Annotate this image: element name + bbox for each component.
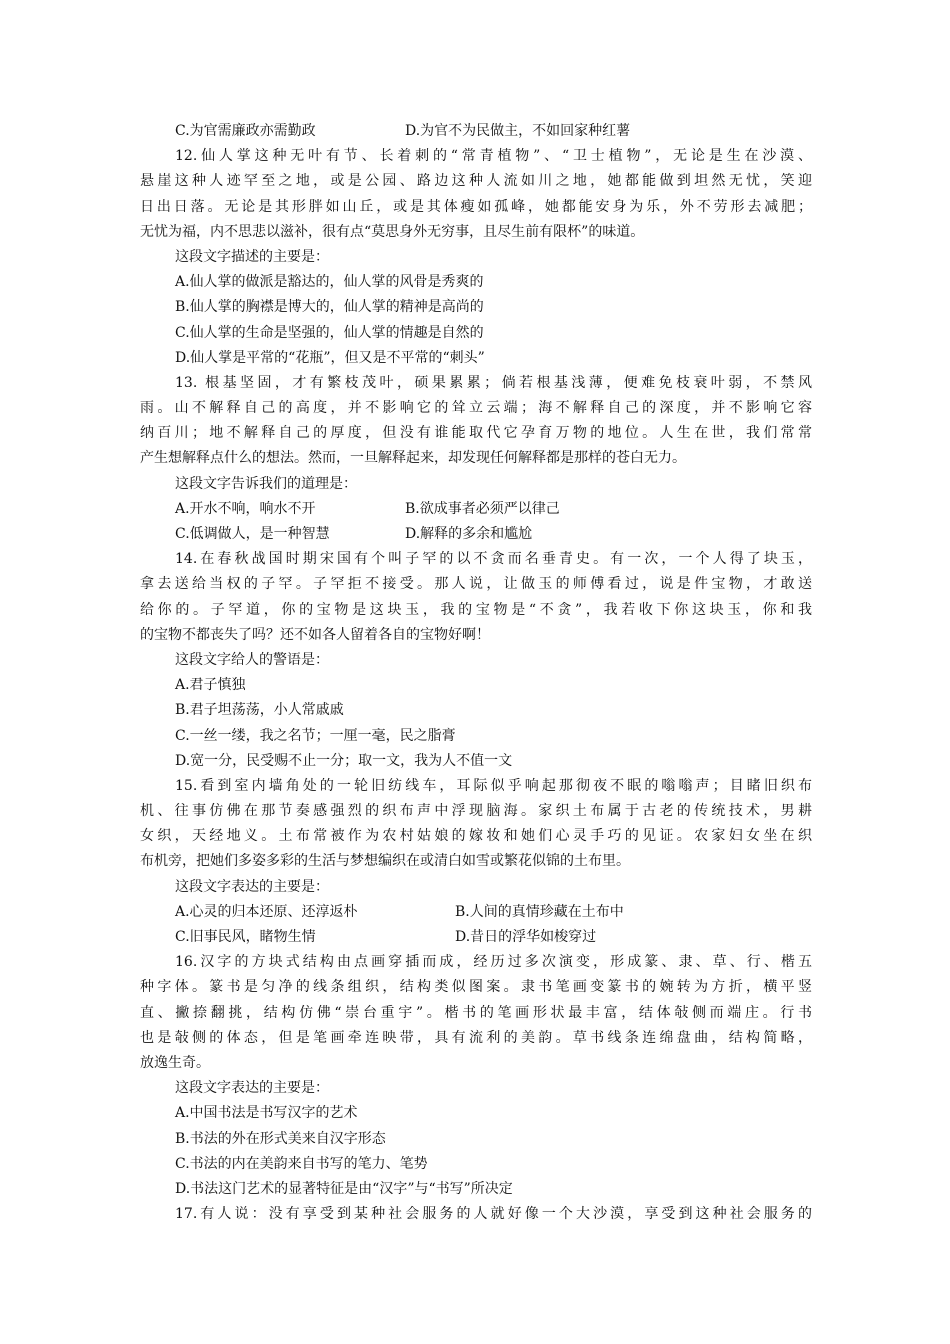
q17-line-1: 17.有人说：没有享受到某种社会服务的人就好像一个大沙漠，享受到这种社会服务的: [175, 1206, 812, 1223]
question-12: [140, 144, 812, 371]
q14-option-b: B.君子坦荡荡，小人常戚戚: [175, 702, 344, 719]
q14-line-4: 的宝物不都丧失了吗？还不如各人留着各自的宝物好啊！: [140, 626, 490, 643]
q14-line-2: 拿去送给当权的子罕。子罕拒不接受。那人说，让做玉的师傅看过，说是件宝物，才敢送: [140, 576, 812, 593]
q16-line-5: 放逸生奇。: [140, 1054, 210, 1071]
q16-option-a: A.中国书法是书写汉字的艺术: [175, 1105, 358, 1122]
q13-line-4: 产生想解释点什么的想法。然而，一旦解释起来，却发现任何解释都是那样的苍白无力。: [140, 450, 686, 467]
q15-option-b: B.人间的真情珍藏在土布中: [455, 903, 624, 920]
q11-option-c: C.为官需廉政亦需勤政: [175, 123, 316, 139]
q15-options-row-2: [140, 925, 812, 950]
q15-option-a: A.心灵的归本还原、还淳返朴: [175, 903, 358, 920]
q15-option-c: C.旧事民风，睹物生情: [175, 929, 316, 945]
q14-option-d: D.宽一分，民受赐不止一分；取一文，我为人不值一文: [175, 752, 513, 769]
q15-line-1: 15.看到室内墙角处的一轮旧纺线车，耳际似乎响起那彻夜不眠的嗡嗡声；目睹旧织布: [175, 777, 812, 794]
q13-line-1: 13. 根基坚固，才有繁枝茂叶，硕果累累；倘若根基浅薄，便难免枝衰叶弱，不禁风: [175, 374, 812, 391]
q13-line-2: 雨。山不解释自己的高度，并不影响它的耸立云端；海不解释自己的深度，并不影响它容: [140, 400, 812, 417]
q11-option-d: D.为官不为民做主，不如回家种红薯: [405, 123, 631, 139]
q16-line-2: 种字体。篆书是匀净的线条组织，结构类似图案。隶书笔画变篆书的婉转为方折，横平竖: [140, 979, 812, 996]
q14-line-3: 给你的。子罕道，你的宝物是这块玉，我的宝物是“不贪”，我若收下你这块玉，你和我: [140, 601, 812, 618]
q12-line-2: 悬崖这种人迹罕至之地，或是公园、路边这种人流如川之地，她都能做到坦然无忧，笑迎: [140, 173, 812, 190]
q11-options-row: [140, 119, 812, 144]
q14-option-a: A.君子慎独: [175, 677, 246, 694]
question-14: [140, 547, 812, 774]
q16-line-3: 直、撇捺翻挑，结构仿佛“崇台重宇”。楷书的笔画形状最丰富，结体敧侧而端庄。行书: [140, 1004, 812, 1021]
q13-options-row-1: [140, 497, 812, 522]
q14-question: 这段文字给人的警语是：: [175, 651, 329, 668]
q16-option-d: D.书法这门艺术的显著特征是由“汉字”与“书写”所决定: [175, 1180, 513, 1197]
q15-line-3: 女织，天经地义。土布常被作为农村姑娘的嫁妆和她们心灵手巧的见证。农家妇女坐在织: [140, 828, 812, 845]
q13-option-d: D.解释的多余和尴尬: [405, 526, 533, 542]
q12-question: 这段文字描述的主要是：: [175, 248, 329, 265]
q15-question: 这段文字表达的主要是：: [175, 878, 329, 895]
q12-option-a: A.仙人掌的做派是豁达的，仙人掌的风骨是秀爽的: [175, 274, 484, 291]
q12-line-4: 无忧为福，内不思悲以滋补，很有点“莫思身外无穷事，且尽生前有限杯”的味道。: [140, 223, 645, 240]
q12-line-1: 12.仙人掌这种无叶有节、长着刺的“常青植物”、“卫士植物”，无论是生在沙漠、: [175, 148, 812, 165]
q16-question: 这段文字表达的主要是：: [175, 1080, 329, 1097]
q13-option-c: C.低调做人，是一种智慧: [175, 526, 330, 542]
q12-option-b: B.仙人掌的胸襟是博大的，仙人掌的精神是高尚的: [175, 299, 484, 316]
q16-option-b: B.书法的外在形式美来自汉字形态: [175, 1130, 386, 1147]
q15-options-row-1: [140, 900, 812, 925]
question-13: [140, 371, 812, 547]
q16-line-1: 16.汉字的方块式结构由点画穿插而成，经历过多次演变，形成篆、隶、草、行、楷五: [175, 954, 812, 971]
q13-question: 这段文字告诉我们的道理是：: [175, 475, 357, 492]
q13-option-a: A.开水不响，响水不开: [175, 500, 316, 517]
question-17: [140, 1202, 812, 1227]
q16-line-4: 也是敧侧的体态，但是笔画牵连映带，具有流利的美韵。草书线条连绵盘曲，结构简略，: [140, 1029, 812, 1046]
q15-option-d: D.昔日的浮华如梭穿过: [455, 929, 597, 945]
q14-line-1: 14.在春秋战国时期宋国有个叫子罕的以不贪而名垂青史。有一次，一个人得了块玉，: [175, 551, 812, 568]
q12-option-c: C.仙人掌的生命是坚强的，仙人掌的情趣是自然的: [175, 324, 484, 341]
q14-option-c: C.一丝一缕，我之名节；一厘一毫，民之脂膏: [175, 727, 456, 744]
question-15: [140, 774, 812, 950]
q13-options-row-2: [140, 522, 812, 547]
q13-line-3: 纳百川；地不解释自己的厚度，但没有谁能取代它孕育万物的地位。人生在世，我们常常: [140, 425, 812, 442]
question-16: [140, 950, 812, 1202]
q13-option-b: B.欲成事者必须严以律己: [405, 500, 560, 517]
q12-option-d: D.仙人掌是平常的“花瓶”，但又是不平常的“刺头”: [175, 349, 485, 366]
q12-line-3: 日出日落。无论是其形胖如山丘，或是其体瘦如孤峰，她都能安身为乐，外不劳形去减肥；: [140, 198, 812, 215]
q15-line-2: 机、往事仿佛在那节奏感强烈的织布声中浮现脑海。家织土布属于古老的传统技术，男耕: [140, 803, 812, 820]
document-body: [140, 119, 812, 1227]
q16-option-c: C.书法的内在美韵来自书写的笔力、笔势: [175, 1155, 428, 1172]
q15-line-4: 布机旁，把她们多姿多彩的生活与梦想编织在或清白如雪或繁花似锦的土布里。: [140, 853, 630, 870]
